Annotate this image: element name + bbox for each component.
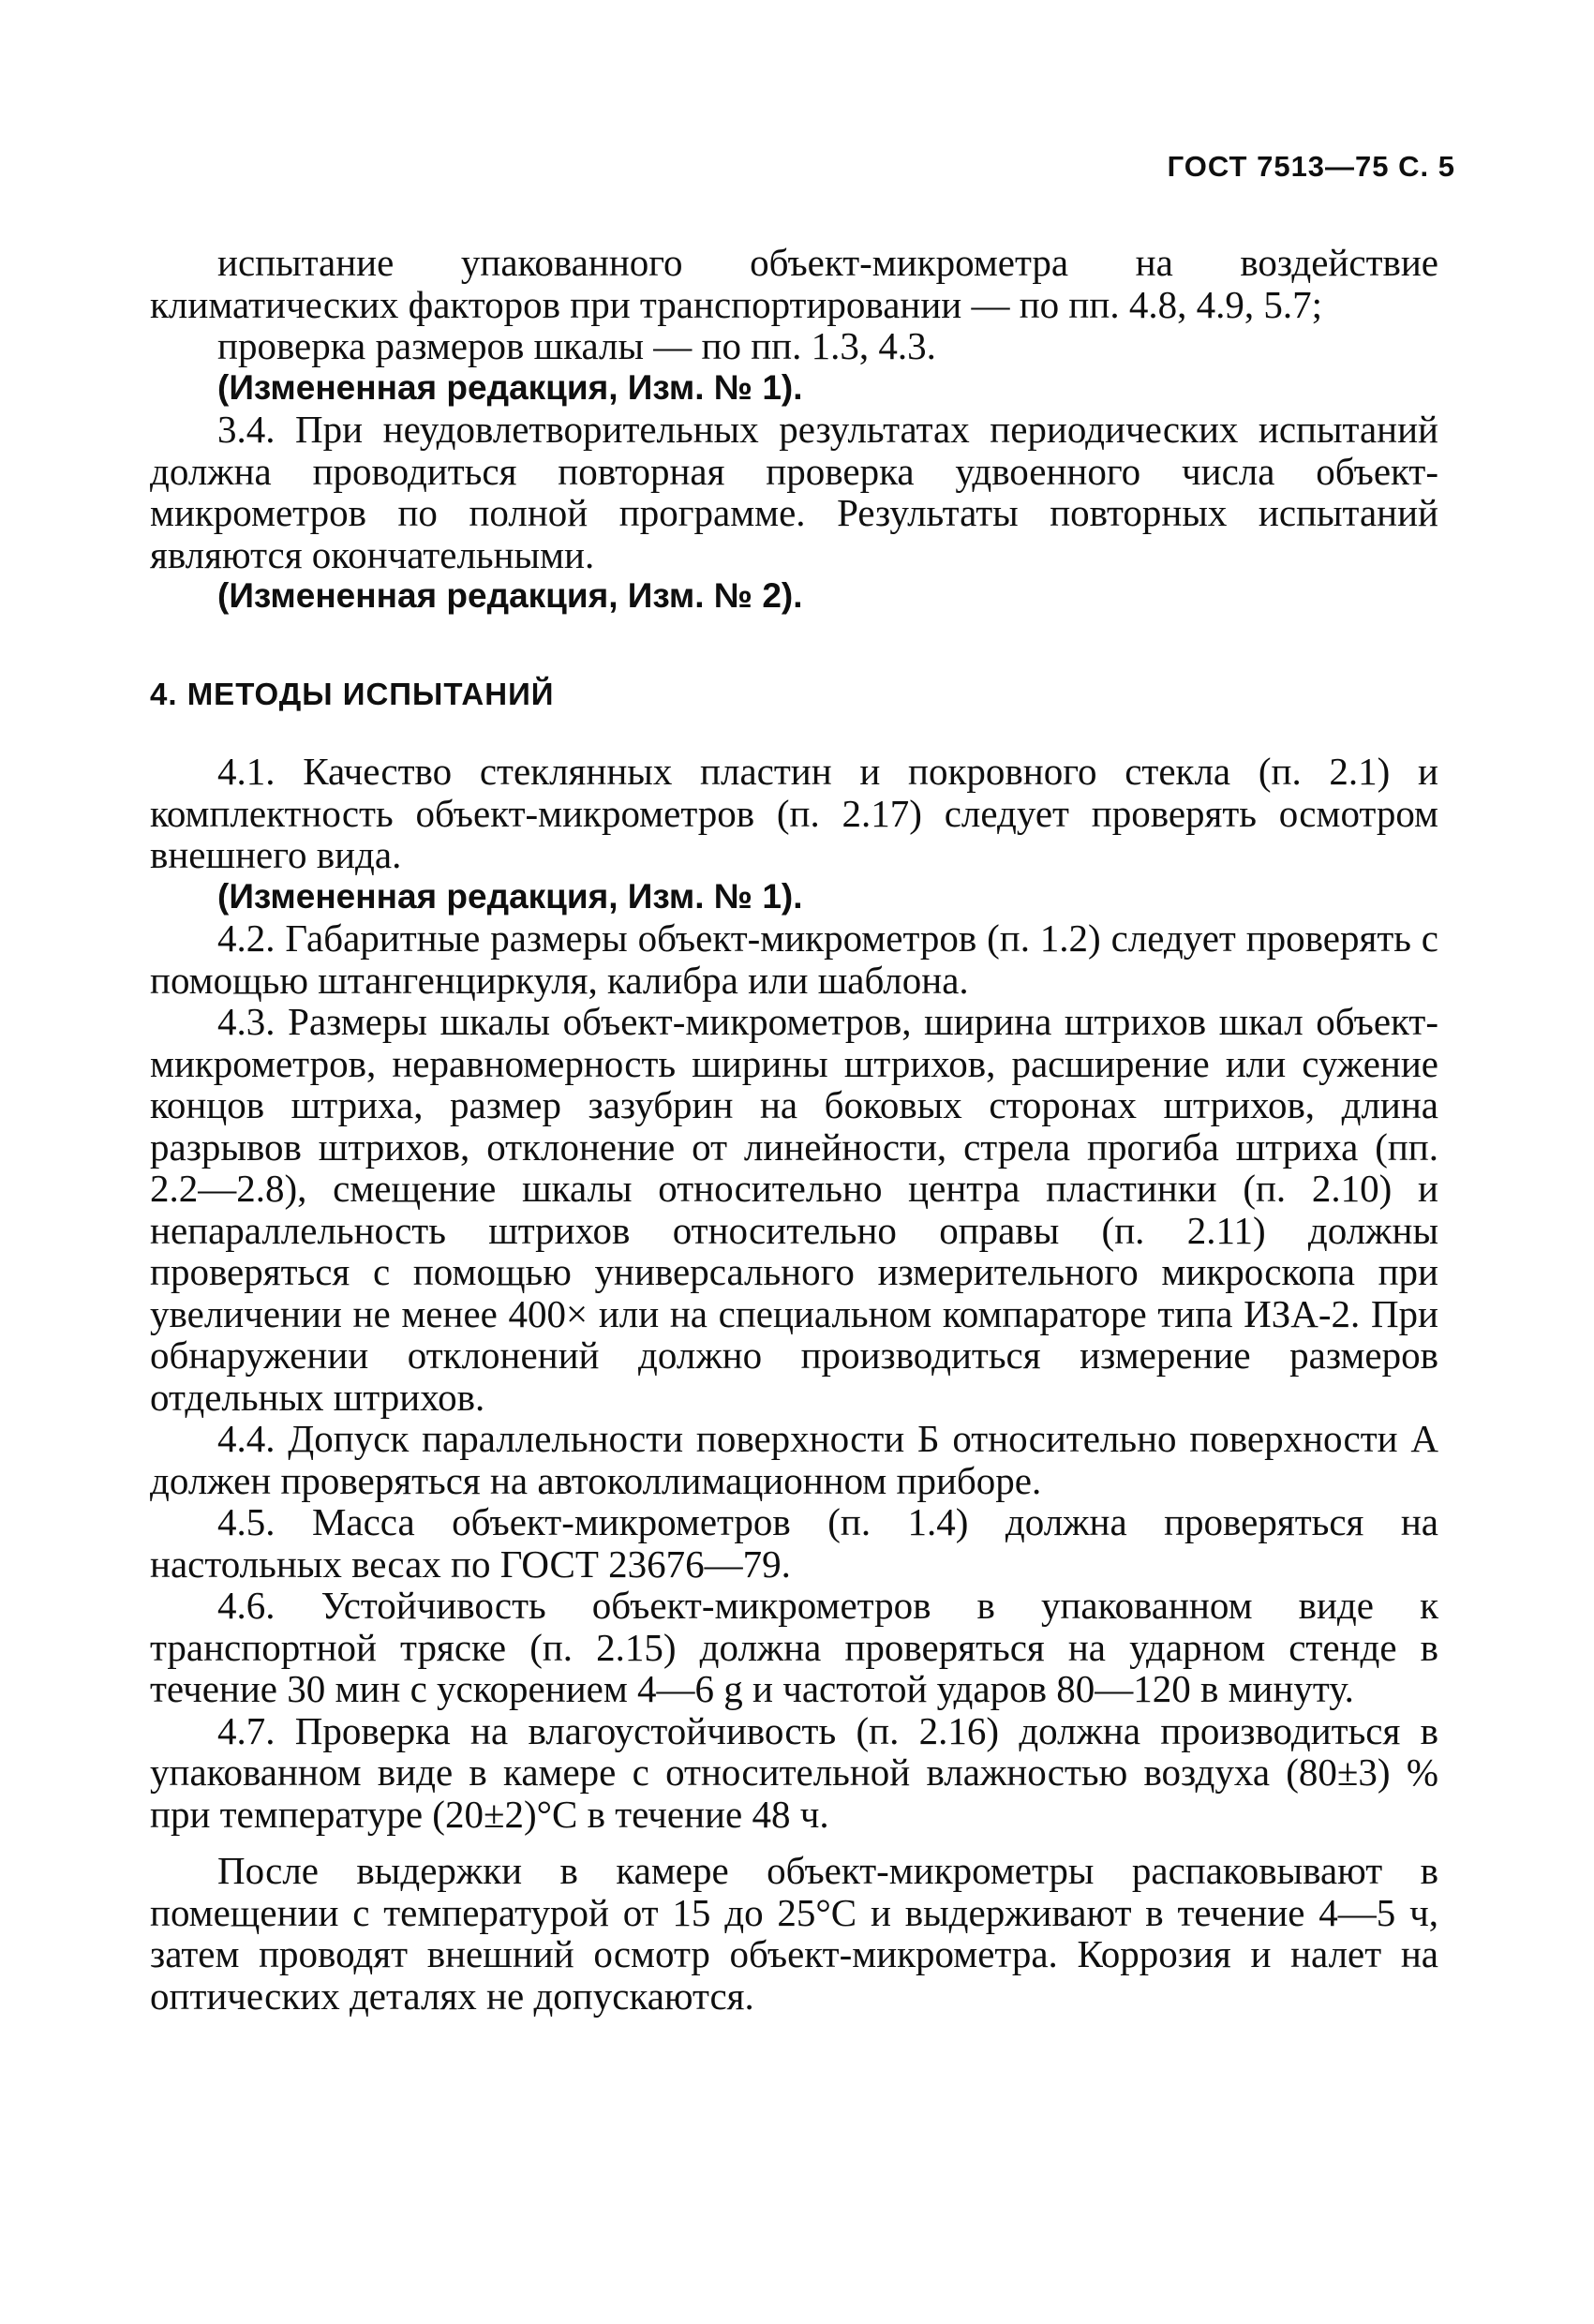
- section-title: 4. МЕТОДЫ ИСПЫТАНИЙ: [150, 676, 555, 711]
- revision-note: (Измененная редакция, Изм. № 1).: [217, 367, 803, 407]
- paragraph-4-5: 4.5. Масса объект-микрометров (п. 1.4) должна проверяться на настольных весах по ГОСТ 23676—79.: [150, 1500, 1438, 1586]
- revision-note: (Измененная редакция, Изм. № 1).: [217, 876, 803, 916]
- paragraph-4-2: 4.2. Габаритные размеры объект-микрометров (п. 1.2) следует проверять с помощью штангенциркуля, калибра или шаблона.: [150, 916, 1438, 1002]
- paragraph-4-1: 4.1. Качество стеклянных пластин и покровного стекла (п. 2.1) и комплектность объект-микрометров (п. 2.17) следует проверять осмотром внешнего вида.: [150, 750, 1438, 876]
- page-header: ГОСТ 7513—75 С. 5: [1167, 150, 1455, 183]
- paragraph-3-4: 3.4. При неудовлетворительных результатах периодических испытаний должна проводиться повторная проверка удвоенного числа объект-микрометров по полной программе. Результаты повторных испытаний являются окончательными.: [150, 408, 1438, 576]
- paragraph-4-7: 4.7. Проверка на влагоустойчивость (п. 2.16) должна производиться в упакованном виде в камере с относительной влажностью воздуха (80±3) % при температуре (20±2)°С в течение 48 ч.: [150, 1708, 1438, 1836]
- paragraph: проверка размеров шкалы — по пп. 1.3, 4.3.: [217, 324, 936, 367]
- body-text: [150, 242, 1438, 2017]
- revision-note: (Измененная редакция, Изм. № 2).: [217, 576, 803, 615]
- paragraph-4-3: 4.3. Размеры шкалы объект-микрометров, ширина штрихов шкал объект-микрометров, неравномерность ширины штрихов, расширение или сужение концов штриха, размер зазубрин на боковых сторонах штрихов, длина разрывов штрихов, отклонение от линейности, стрела прогиба штриха (пп. 2.2—2.8), смещение шкалы относительно центра пластинки (п. 2.10) и непараллельность штрихов относительно оправы (п. 2.11) должны проверяться с помощью универсального измерительного микроскопа при увеличении не менее 400× или на специальном компараторе типа ИЗА-2. При обнаружении отклонений должно производиться измерение размеров отдельных штрихов.: [150, 1000, 1438, 1419]
- paragraph-4-4: 4.4. Допуск параллельности поверхности Б относительно поверхности А должен проверяться на автоколлимационном приборе.: [150, 1417, 1438, 1502]
- paragraph-4-7-continued: После выдержки в камере объект-микрометры распаковывают в помещении с температурой от 15 до 25°С и выдерживают в течение 4—5 ч, затем проводят внешний осмотр объект-микрометра. Коррозия и налет на оптических деталях не допускаются.: [150, 1849, 1438, 2018]
- paragraph-4-6: 4.6. Устойчивость объект-микрометров в упакованном виде к транспортной тряске (п. 2.15) должна проверяться на ударном стенде в течение 30 мин с ускорением 4—6 g и частотой ударов 80—120 в минуту.: [150, 1584, 1438, 1710]
- paragraph: испытание упакованного объект-микрометра на воздействие климатических факторов при транспортировании — по пп. 4.8, 4.9, 5.7;: [150, 241, 1438, 326]
